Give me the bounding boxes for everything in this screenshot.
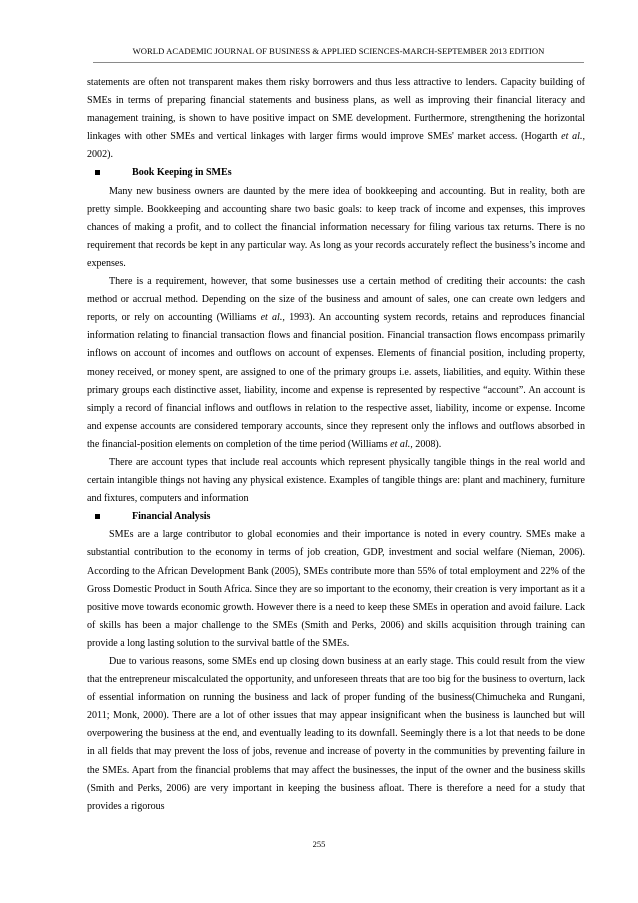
paragraph-sme-failure: Due to various reasons, some SMEs end up closing down business at an early stage. This could result from the view that the entrepreneur miscalculated the opportunity, and unforeseen threats that are too big for the business to overturn, lack of essential information on running the business and lack of proper funding of the business(Chimucheka and Rungani, 2011; Monk, 2000). There are a lot of other issues that may appear insignificant when the business is launched but will overpowering the business at the end, and eventually leading to its downfall. Seemingly there is a lot that needs to be done in all fields that may prevent the loss of jobs, revenue and increase of poverty in the communities by preventing failure in the SMEs. Apart from the financial problems that may affect the businesses, the input of the owner and the business skills (Smith and Perks, 2006) are very important in keeping the business afloat. There is therefore a need for a study that provides a rigorous [87, 656, 585, 812]
paragraph-account-types: There are account types that include real accounts which represent physically tangible things in the real world and certain intangible things not having any physical existence. Examples of tangible things are: plant and machinery, furniture and fixtures, computers and information [87, 456, 585, 505]
running-header: WORLD ACADEMIC JOURNAL OF BUSINESS & APPLIED SCIENCES-MARCH-SEPTEMBER 2013 EDITION [93, 46, 584, 63]
paragraph-accounting-methods: There is a requirement, however, that some businesses use a certain method of crediting their accounts: the cash method or accrual method. Depending on the size of the business and amount of sales, one can create own ledgers and reports, or rely on accounting (Williams et al., 1993). An accounting system records, retains and reproduces financial information relating to financial transaction flows and financial position. Financial transaction flows encompass primarily inflows on account of incomes and outflows on account of expenses. Elements of financial position, including property, money received, or money spent, are assigned to one of the primary groups i.e. assets, liabilities, and equity. Within these primary groups each distinctive asset, liability, income and expense is represented by respective “account”. An account is simply a record of financial inflows and outflows in relation to the respective asset, liability, income or expense. Income and expense accounts are considered temporary accounts, since they represent only the inflows and outflows absorbed in the financial-position elements on completion of the time period (Williams et al., 2008). [87, 276, 585, 450]
paragraph-continued: statements are often not transparent makes them risky borrowers and thus less attractive to lenders. Capacity building of SMEs in terms of preparing financial statements and business plans, as well as improving their financial literacy and management training, is shown to have positive impact on SME development. Furthermore, strengthening the horizontal linkages with other SMEs and vertical linkages with larger firms would improve SMEs' market access. (Hogarth et al., 2002). [87, 77, 585, 161]
square-bullet-icon [95, 514, 100, 519]
paragraph-bookkeeping: Many new business owners are daunted by the mere idea of bookkeeping and accounting. But in reality, both are pretty simple. Bookkeeping and accounting share two basic goals: to keep track of income and expenses, this improves chances of making a profit, and to collect the financial information necessary for filing various tax returns. There is no requirement that records be kept in any particular way. As long as your records accurately reflect the business’s income and expenses. [87, 185, 585, 269]
square-bullet-icon [95, 170, 100, 175]
article-body [87, 74, 585, 816]
section-heading-financial-analysis: Financial Analysis [87, 508, 585, 526]
section-heading-book-keeping: Book Keeping in SMEs [87, 164, 585, 182]
page-number: 255 [312, 839, 326, 849]
paragraph-sme-contribution: SMEs are a large contributor to global economies and their importance is noted in every country. SMEs make a substantial contribution to the economy in terms of job creation, GDP, investment and social welfare (Nieman, 2006). According to the African Development Bank (2005), SMEs contribute more than 55% of total employment and 22% of the Gross Domestic Product in South Africa. Since they are so important to the economy, their creation is very important as it a positive move towards economic growth. However there is a need to keep these SMEs in operation and avoid failure. Lack of skills has been a major challenge to the SMEs (Smith and Perks, 2006) and skills acquisition through training can provide a long lasting solution to the survival battle of the SMEs. [87, 529, 585, 649]
